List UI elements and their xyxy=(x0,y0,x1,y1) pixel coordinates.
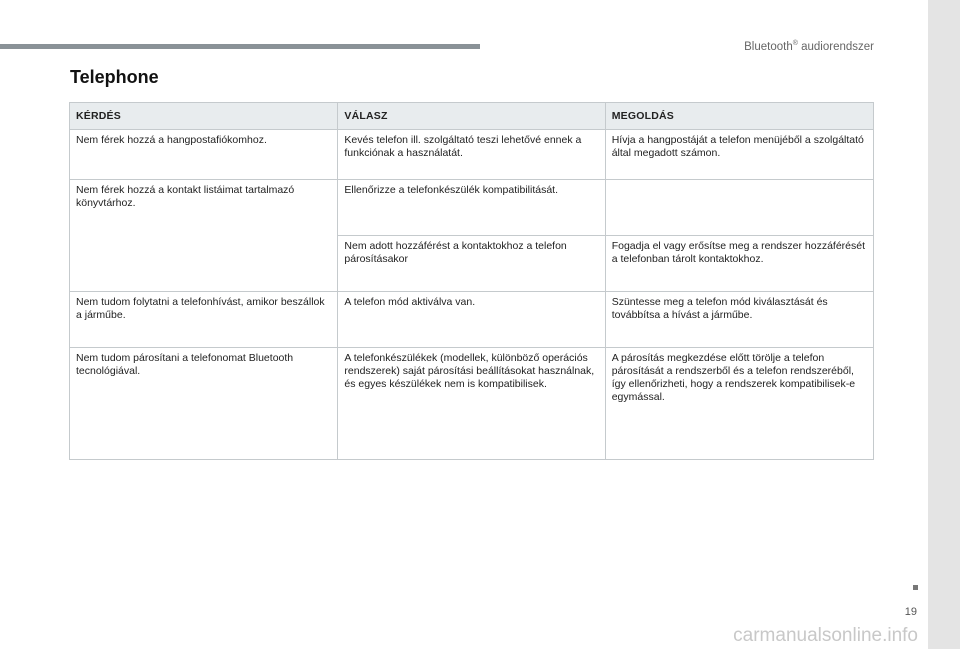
chapter-title: Bluetooth® audiorendszer xyxy=(744,40,874,53)
cell-answer: A telefon mód aktiválva van. xyxy=(338,292,605,348)
cell-question: Nem férek hozzá a kontakt listáimat tartalmazó könyvtárhoz. xyxy=(70,180,338,292)
cell-question: Nem tudom folytatni a telefonhívást, amikor beszállok a járműbe. xyxy=(70,292,338,348)
watermark: carmanualsonline.info xyxy=(733,625,918,646)
cell-answer: Ellenőrizze a telefonkészülék kompatibilitását. xyxy=(338,180,605,236)
section-title: Telephone xyxy=(70,67,159,87)
cell-solution: Fogadja el vagy erősítse meg a rendszer hozzáférését a telefonban tárolt kontaktokhoz. xyxy=(605,236,873,292)
table-row xyxy=(70,348,874,460)
cell-solution xyxy=(605,180,873,236)
cell-solution: Szüntesse meg a telefon mód kiválasztását és továbbítsa a hívást a járműbe. xyxy=(605,292,873,348)
cell-answer: Nem adott hozzáférést a kontaktokhoz a telefon párosításakor xyxy=(338,236,605,292)
troubleshooting-table xyxy=(69,102,874,460)
table-row xyxy=(70,292,874,348)
side-tab xyxy=(928,0,960,649)
table-row xyxy=(70,130,874,180)
column-header-solution: MEGOLDÁS xyxy=(605,103,873,130)
column-header-question: KÉRDÉS xyxy=(70,103,338,130)
cell-question: Nem tudom párosítani a telefonomat Bluetooth tecnológiával. xyxy=(70,348,338,460)
cell-answer: A telefonkészülékek (modellek, különböző operációs rendszerek) saját párosítási beállításokat használnak, és egyes készülékek nem is kompatibilisek. xyxy=(338,348,605,460)
page-number: 19 xyxy=(904,606,917,618)
cell-question: Nem férek hozzá a hangpostafiókomhoz. xyxy=(70,130,338,180)
header-bar xyxy=(0,44,480,49)
section-marker xyxy=(913,585,918,590)
table-header-row xyxy=(70,103,874,130)
cell-solution: Hívja a hangpostáját a telefon menüjéből a szolgáltató által megadott számon. xyxy=(605,130,873,180)
column-header-answer: VÁLASZ xyxy=(338,103,605,130)
table-row xyxy=(70,180,874,236)
cell-solution: A párosítás megkezdése előtt törölje a telefon párosítását a rendszerből és a telefon rendszeréből, így ellenőrizheti, hogy a rendszerek kompatibilisek-e egymással. xyxy=(605,348,873,460)
cell-answer: Kevés telefon ill. szolgáltató teszi lehetővé ennek a funkciónak a használatát. xyxy=(338,130,605,180)
